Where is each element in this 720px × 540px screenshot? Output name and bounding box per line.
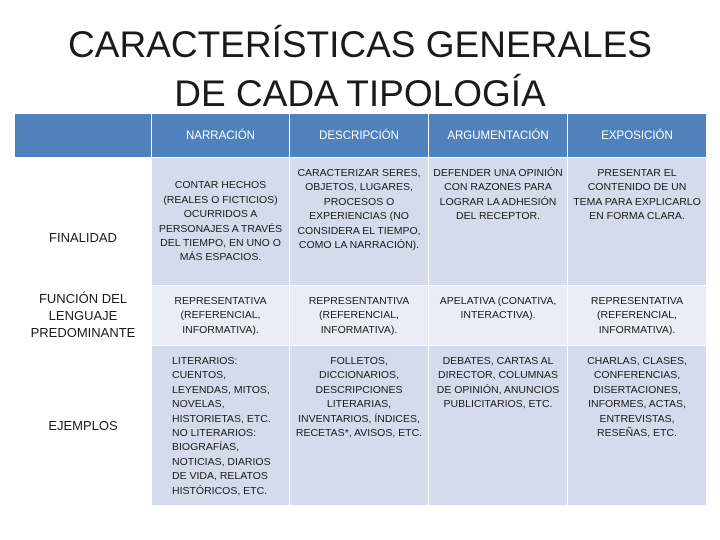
cell-text: CONTAR HECHOS (REALES O FICTICIOS) OCURRIDOS A PERSONAJES A TRAVÉS DEL TIEMPO, EN UNO O MÁS ESPACIOS. [158,179,283,264]
column-header-narracion: NARRACIÓN [152,114,290,158]
cell-text: REPRESENTANTIVA (REFERENCIAL, INFORMATIVA). [308,295,410,336]
cell-text: FOLLETOS, DICCIONARIOS, DESCRIPCIONES LITERARIAS, INVENTARIOS, ÍNDICES, RECETAS*, AVISOS, ETC. [295,355,423,440]
title-line-1: CARACTERÍSTICAS GENERALES [68,24,652,65]
cell-text: DEFENDER UNA OPINIÓN CON RAZONES PARA LOGRAR LA ADHESIÓN DEL RECEPTOR. [433,167,563,223]
row-header-finalidad: FINALIDAD [15,158,152,286]
column-header-exposicion: EXPOSICIÓN [568,114,707,158]
cell-text: CARACTERIZAR SERES, OBJETOS, LUGARES, PROCESOS O EXPERIENCIAS (NO CONSIDERA EL TIEMPO, COMO LA NARRACIÓN). [297,167,421,252]
cell-text: PRESENTAR EL CONTENIDO DE UN TEMA PARA EXPLICARLO EN FORMA CLARA. [573,167,701,223]
table-cell [152,346,290,506]
table-cell [290,346,429,506]
table-cell [152,286,290,346]
cell-text: CHARLAS, CLASES, CONFERENCIAS, DISERTACIONES, INFORMES, ACTAS, ENTREVISTAS, RESEÑAS, ETC. [587,355,687,440]
column-header-argumentacion: ARGUMENTACIÓN [429,114,568,158]
table-cell [568,158,707,286]
cell-text: REPRESENTATIVA (REFERENCIAL, INFORMATIVA). [590,295,684,336]
typology-table [14,113,707,506]
title-line-2: DE CADA TIPOLOGÍA [174,73,546,114]
table-cell [152,158,290,286]
table-header-row [15,114,707,158]
corner-header-cell [15,114,152,158]
table-cell [568,286,707,346]
table-cell [429,286,568,346]
table-row-finalidad [15,158,707,286]
cell-text: REPRESENTATIVA (REFERENCIAL, INFORMATIVA). [174,295,267,336]
row-header-ejemplos: EJEMPLOS [15,346,152,506]
table-cell [568,346,707,506]
table-cell [290,286,429,346]
table-cell [429,346,568,506]
row-header-funcion-del-lenguaje: FUNCIÓN DEL LENGUAJE PREDOMINANTE [15,286,152,346]
table-row-funcion [15,286,707,346]
cell-text: LITERARIOS: CUENTOS, LEYENDAS, MITOS, NOVELAS, HISTORIETAS, ETC. NO LITERARIOS: BIOGRAFÍAS, NOTICIAS, DIARIOS DE VIDA, RELATOS HISTÓRICOS, ETC. [172,355,271,497]
column-header-descripcion: DESCRIPCIÓN [290,114,429,158]
table-row-ejemplos [15,346,707,506]
table-cell [290,158,429,286]
cell-text: DEBATES, CARTAS AL DIRECTOR, COLUMNAS DE OPINIÓN, ANUNCIOS PUBLICITARIOS, ETC. [436,355,560,411]
slide-title [0,20,720,118]
cell-text: APELATIVA (CONATIVA, INTERACTIVA). [439,295,557,322]
table-cell [429,158,568,286]
